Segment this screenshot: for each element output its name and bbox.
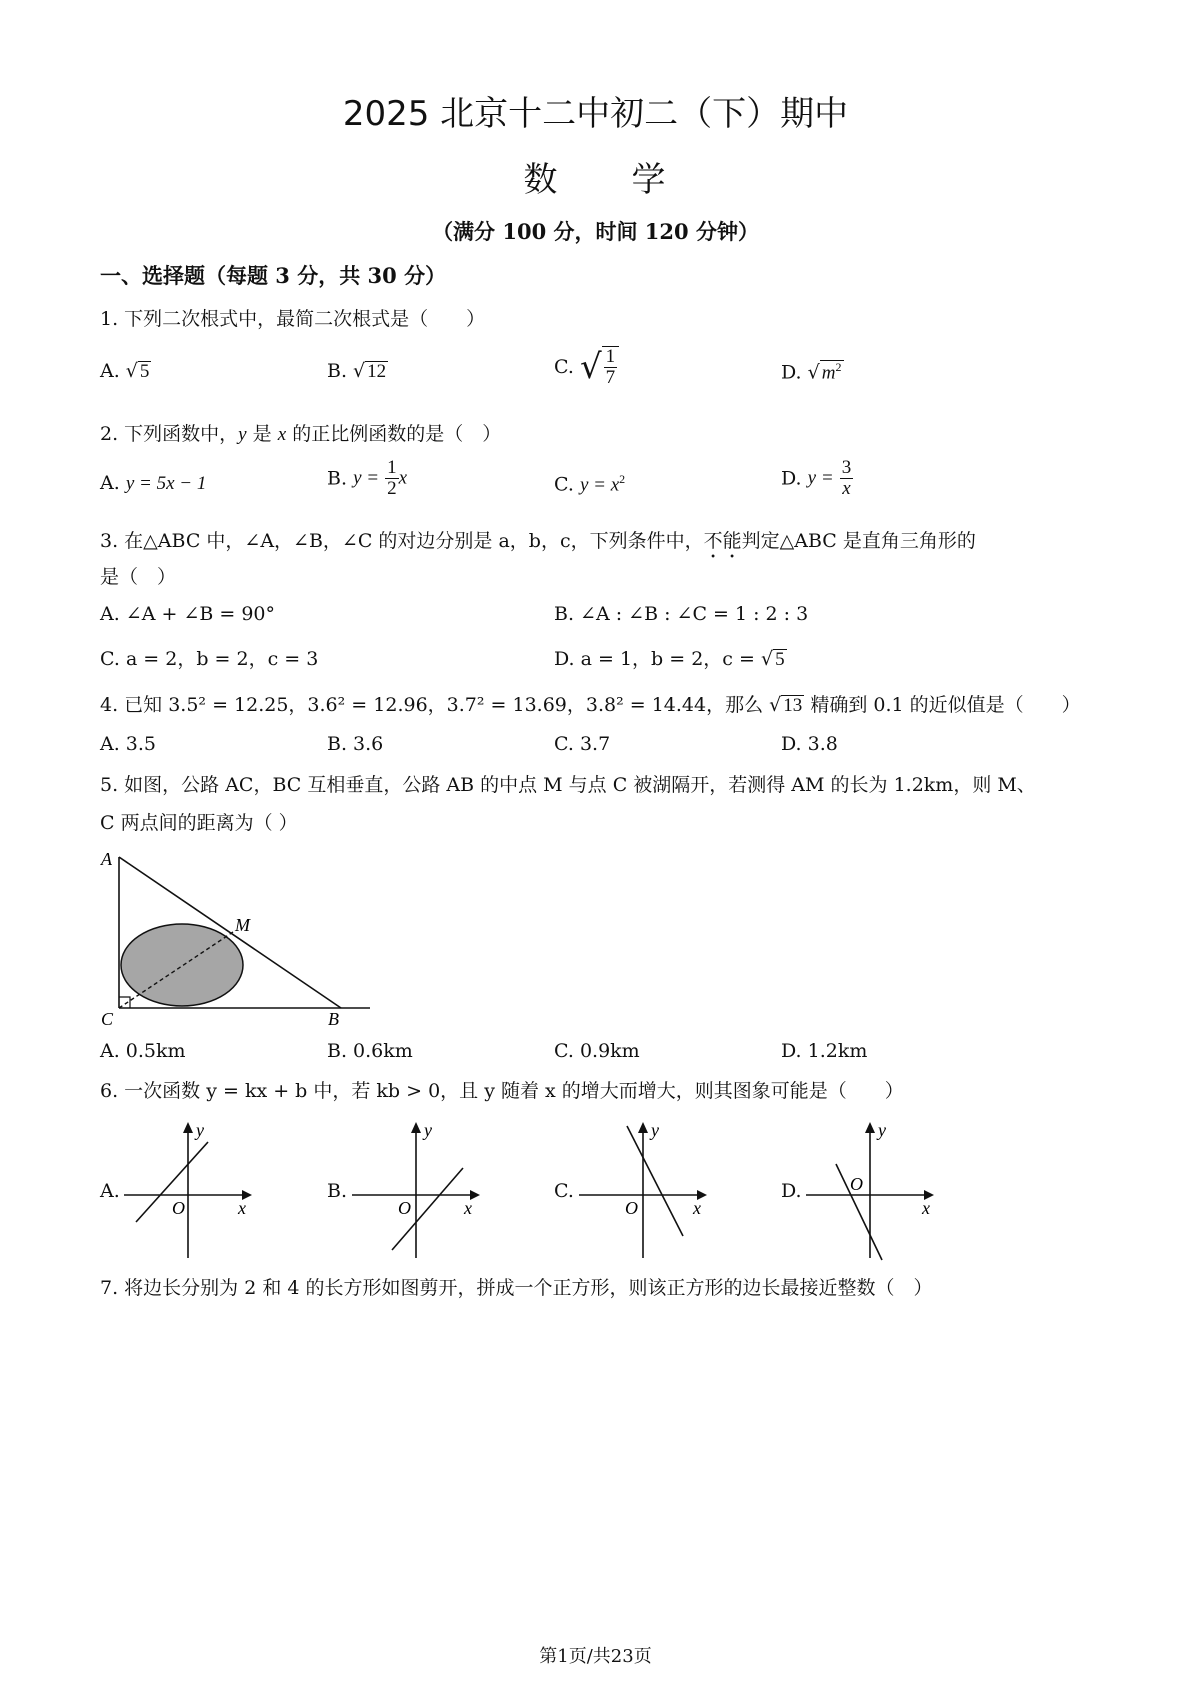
q6-graph-b <box>348 1116 488 1262</box>
q6-graph-d <box>802 1116 942 1262</box>
question-5-stem-cont: C 两点间的距离为（ ） <box>100 812 298 834</box>
section-title: 一、选择题（每题 3 分，共 30 分） <box>100 263 447 288</box>
svg-text:O: O <box>172 1198 185 1218</box>
q2-option-b: B. y = $\frac{1}{2}$ x <box>327 457 408 499</box>
q3-option-b: B. ∠A : ∠B : ∠C = 1 : 2 : 3 <box>554 603 809 625</box>
q4-option-b: B. 3.6 <box>327 733 384 755</box>
label-a: A <box>101 849 112 869</box>
q6-graph-c <box>575 1116 715 1262</box>
label-b: B <box>328 1009 339 1029</box>
svg-text:O: O <box>398 1198 411 1218</box>
q3-option-c: C. a = 2，b = 2，c = 3 <box>100 648 319 670</box>
q6-option-a-label: A. <box>100 1180 120 1202</box>
exam-title: 2025 北京十二中初二（下）期中 <box>342 94 849 134</box>
label-m: M <box>235 915 250 935</box>
question-2-stem: 2. 下列函数中，y 是 x 的正比例函数的是（ ） <box>100 423 502 445</box>
q6-option-c-label: C. <box>554 1180 574 1202</box>
q2-option-c: C. $y = x^2$ <box>554 472 626 496</box>
q5-option-c: C. 0.9km <box>554 1040 640 1062</box>
svg-text:O: O <box>850 1174 863 1194</box>
q6-option-d-label: D. <box>781 1180 802 1202</box>
q6-graph-a <box>120 1116 260 1262</box>
q3-option-a: A. ∠A + ∠B = 90° <box>100 603 275 625</box>
svg-text:y: y <box>651 1120 659 1140</box>
svg-text:x: x <box>922 1198 930 1218</box>
svg-text:y: y <box>424 1120 432 1140</box>
page-footer: 第1页/共23页 <box>539 1646 652 1667</box>
q3-option-d: D. a = 1，b = 2，c = √ 5 <box>554 648 785 670</box>
emphasis-text: 不能 <box>703 530 742 552</box>
svg-text:x: x <box>464 1198 472 1218</box>
question-5-stem: 5. 如图，公路 AC，BC 互相垂直，公路 AB 的中点 M 与点 C 被湖隔开，若测得 AM 的长为 1.2km，则 M、 <box>100 774 1036 796</box>
question-3-stem: 3. 在△ABC 中，∠A，∠B，∠C 的对边分别是 a，b，c，下列条件中，不能判定△ABC 是直角三角形的 <box>100 530 976 552</box>
svg-text:O: O <box>625 1198 638 1218</box>
subject-title: 数 学 <box>523 160 668 200</box>
svg-text:y: y <box>196 1120 204 1140</box>
q2-option-d: D. y = $\frac{3}{x}$ <box>781 457 852 499</box>
q4-option-a: A. 3.5 <box>100 733 157 755</box>
exam-info: （满分 100 分，时间 120 分钟） <box>432 219 759 244</box>
q1-option-b: B. √ 12 <box>327 360 387 382</box>
q1-option-c: C. √ $\frac{1}{7}$ <box>554 346 619 388</box>
q5-option-a: A. 0.5km <box>100 1040 186 1062</box>
q1-option-d: D. √ $m^2$ <box>781 360 842 384</box>
question-3-stem-cont: 是（ ） <box>100 566 177 588</box>
q5-option-d: D. 1.2km <box>781 1040 868 1062</box>
question-4-stem: 4. 已知 3.5² = 12.25，3.6² = 12.96，3.7² = 13.69，3.8² = 14.44，那么 √ 13 精确到 0.1 的近似值是（ ） <box>100 694 1081 716</box>
svg-text:x: x <box>238 1198 246 1218</box>
q6-option-b-label: B. <box>327 1180 348 1202</box>
label-c: C <box>101 1009 114 1029</box>
question-6-stem: 6. 一次函数 y = kx + b 中，若 kb > 0，且 y 随着 x 的增大而增大，则其图象可能是（ ） <box>100 1080 904 1102</box>
question-7-stem: 7. 将边长分别为 2 和 4 的长方形如图剪开，拼成一个正方形，则该正方形的边长最接近整数（ ） <box>100 1277 933 1299</box>
q1-option-a: A. √ 5 <box>100 360 150 382</box>
svg-text:x: x <box>693 1198 701 1218</box>
q4-option-c: C. 3.7 <box>554 733 611 755</box>
svg-text:y: y <box>878 1120 886 1140</box>
q2-option-a: A. y = 5x − 1 <box>100 472 207 494</box>
q5-figure <box>95 845 385 1035</box>
q5-option-b: B. 0.6km <box>327 1040 413 1062</box>
graph-c-line <box>627 1126 683 1236</box>
question-1-stem: 1. 下列二次根式中，最简二次根式是（ ） <box>100 308 486 330</box>
q4-option-d: D. 3.8 <box>781 733 838 755</box>
